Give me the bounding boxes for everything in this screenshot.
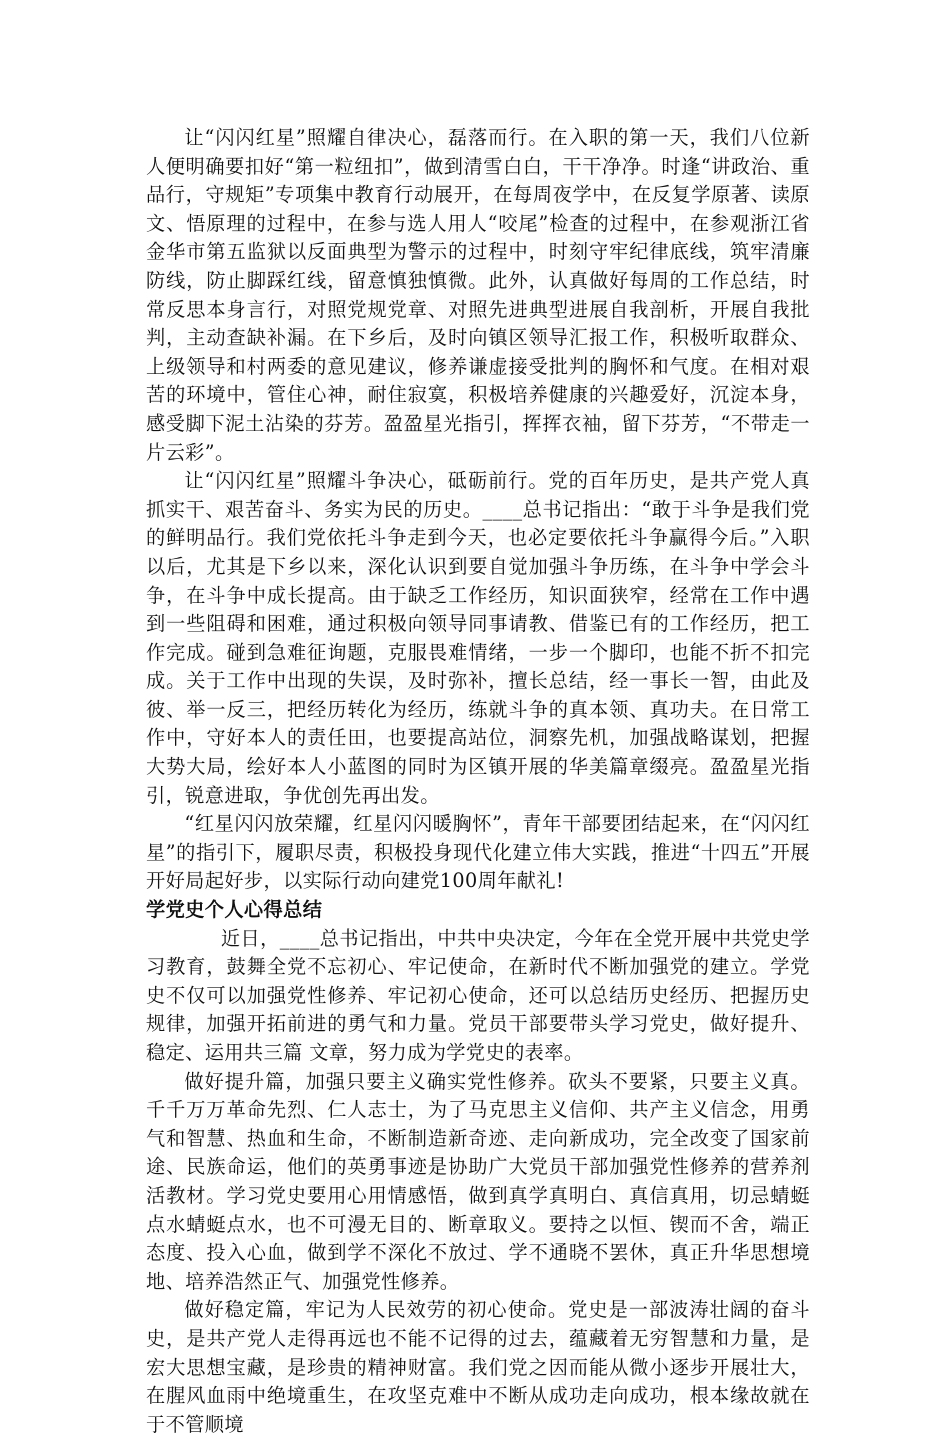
section-paragraph-stable: 做好稳定篇，牢记为人民效劳的初心使命。党史是一部波涛壮阔的奋斗史，是共产党人走得再远也不能不记得的过去，蕴藏着无穷智慧和力量，是宏大思想宝藏，是珍贵的精神财富。我们党之因而能从微小逐步开展壮大，在腥风血雨中绝境重生，在攻坚克难中不断从成功走向成功，根本缘故就在于不管顺境 <box>146 1298 810 1436</box>
paragraph-conclusion: “红星闪闪放荣耀，红星闪闪暖胸怀”，青年干部要团结起来，在“闪闪红星”的指引下，履职尽责，积极投身现代化建立伟大实践，推进“十四五”开展开好局起好步，以实际行动向建党100周年献礼! <box>146 812 810 893</box>
document-page <box>146 124 810 1439</box>
paragraph-self-discipline: 让“闪闪红星”照耀自律决心，磊落而行。在入职的第一天，我们八位新人便明确要扣好“第一粒纽扣”，做到清雪白白，干干净净。时逢“讲政治、重品行，守规矩”专项集中教育行动展开，在每周夜学中，在反复学原著、读原文、悟原理的过程中，在参与选人用人“咬尾”检查的过程中，在参观浙江省金华市第五监狱以反面典型为警示的过程中，时刻守牢纪律底线，筑牢清廉防线，防止脚踩红线，留意慎独慎微。此外，认真做好每周的工作总结，时常反思本身言行，对照党规党章、对照先进典型进展自我剖析，开展自我批判，主动查缺补漏。在下乡后，及时向镇区领导汇报工作，积极听取群众、上级领导和村两委的意见建议，修养谦虚接受批判的胸怀和气度。在相对艰苦的环境中，管住心神，耐住寂寞，积极培养健康的兴趣爱好，沉淀本身，感受脚下泥土沾染的芬芳。盈盈星光指引，挥挥衣袖，留下芬芳，“不带走一片云彩”。 <box>146 126 810 464</box>
paragraph-struggle: 让“闪闪红星”照耀斗争决心，砥砺前行。党的百年历史，是共产党人真抓实干、艰苦奋斗、务实为民的历史。____总书记指出：“敢于斗争是我们党的鲜明品行。我们党依托斗争走到今天，也必定要依托斗争赢得今后。”入职以后，尤其是下乡以来，深化认识到要自觉加强斗争历练，在斗争中学会斗争，在斗争中成长提高。由于缺乏工作经历，知识面狭窄，经常在工作中遇到一些阻碍和困难，通过积极向领导同事请教、借鉴已有的工作经历，把工作完成。碰到急难征询题，克服畏难情绪，一步一个脚印，也能不折不扣完成。关于工作中出现的失误，及时弥补，擅长总结，经一事长一智，由此及彼、举一反三，把经历转化为经历，练就斗争的真本领、真功夫。在日常工作中，守好本人的责任田，也要提高站位，洞察先机，加强战略谋划，把握大势大局，绘好本人小蓝图的同时为区镇开展的华美篇章缀亮。盈盈星光指引，锐意进取，争优创先再出发。 <box>146 469 810 807</box>
section-paragraph-improve: 做好提升篇，加强只要主义确实党性修养。砍头不要紧，只要主义真。千千万万革命先烈、仁人志士，为了马克思主义信仰、共产主义信念，用勇气和智慧、热血和生命，不断制造新奇迹、走向新成功，完全改变了国家前途、民族命运，他们的英勇事迹是协助广大党员干部加强党性修养的营养剂活教材。学习党史要用心用情感悟，做到真学真明白、真信真用，切忌蜻蜓点水蜻蜓点水，也不可漫无目的、断章取义。要持之以恒、锲而不舍，端正态度、投入心血，做到学不深化不放过、学不通晓不罢休，真正升华思想境地、培养浩然正气、加强党性修养。 <box>146 1069 810 1293</box>
section-title: 学党史个人心得总结 <box>146 898 323 922</box>
section-paragraph-intro: 近日，____总书记指出，中共中央决定，今年在全党开展中共党史学习教育，鼓舞全党不忘初心、牢记使命，在新时代不断加强党的建立。学党史不仅可以加强党性修养、牢记初心使命，还可以总结历史经历、把握历史规律，加强开拓前进的勇气和力量。党员干部要带头学习党史，做好提升、稳定、运用共三篇 文章，努力成为学党史的表率。 <box>146 926 810 1064</box>
